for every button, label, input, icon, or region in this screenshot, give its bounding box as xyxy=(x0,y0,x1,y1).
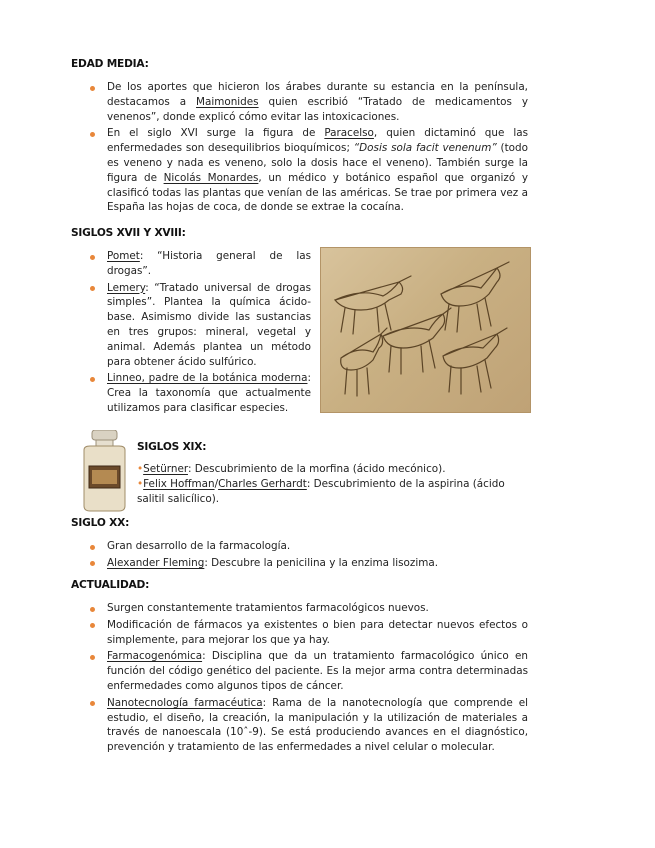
link-gerhardt[interactable]: Charles Gerhardt xyxy=(218,477,307,490)
list-item xyxy=(71,281,311,370)
list-edad-media xyxy=(71,80,528,217)
text: En el siglo XVI surge la figura de xyxy=(107,127,325,140)
list-item xyxy=(71,649,528,693)
text: : Crea la taxonomía que actualmente utilizamos para clasificar especies. xyxy=(107,372,311,414)
link-maimonides[interactable]: Maimonides xyxy=(196,95,259,108)
link-monardes[interactable]: Nicolás Monardes xyxy=(163,171,259,184)
text: De los aportes que hicieron los árabes durante su estancia en la península, destacamos a xyxy=(107,81,528,108)
list-item xyxy=(71,249,311,279)
text: : “Historia general de las drogas”. xyxy=(107,250,311,277)
text: : Descubrimiento de la morfina (ácido mecónico). xyxy=(187,463,446,475)
link-hoffman[interactable]: Felix Hoffman xyxy=(143,477,215,490)
heading-edad-media: EDAD MEDIA: xyxy=(71,58,149,70)
list-item: Surgen constantemente tratamientos farmacológicos nuevos. xyxy=(71,601,528,616)
list-item xyxy=(71,371,311,415)
text: : “Tratado universal de drogas simples”. Plantea la química ácido-base. Asimismo divide las sustancias en tres grupos: mineral, vegetal y animal. Además plantea un método para obtener ácido sulfúrico. xyxy=(107,281,311,368)
link-nanotecnologia[interactable]: Nanotecnología farmacéutica xyxy=(107,696,263,709)
quote-italic: “Dosis sola facit venenum” xyxy=(353,142,497,155)
list-item xyxy=(137,462,530,477)
pharmacy-jar-image xyxy=(78,430,131,512)
link-pomet[interactable]: Pomet xyxy=(107,250,140,262)
bullet-icon: • xyxy=(137,463,144,475)
heading-siglo-xx: SIGLO XX: xyxy=(71,517,130,529)
list-item: Gran desarrollo de la farmacología. xyxy=(71,539,528,554)
list-item xyxy=(137,477,530,507)
apothecary-jar-icon xyxy=(78,430,131,512)
list-actualidad xyxy=(71,601,528,757)
list-item xyxy=(71,696,528,755)
bullet-icon: • xyxy=(137,477,144,490)
heading-siglos-xvii-xviii: SIGLOS XVII Y XVIII: xyxy=(71,227,186,239)
text: , quien dictaminó que las enfermedades son desequilibrios bioquímicos; xyxy=(107,127,528,155)
list-siglos-xix xyxy=(137,462,530,506)
text: / xyxy=(214,477,219,490)
list-item xyxy=(71,126,528,215)
link-paracelso[interactable]: Paracelso xyxy=(324,127,374,140)
link-fleming[interactable]: Alexander Fleming xyxy=(107,556,205,569)
text: (todo es veneno y nada es veneno, solo la dosis hace el veneno). También surge la figura de xyxy=(107,142,528,184)
engraving-illustration xyxy=(321,248,530,412)
link-seturner[interactable]: Setürner xyxy=(143,463,188,475)
list-siglos-xvii xyxy=(71,249,311,418)
link-farmacogenomica[interactable]: Farmacogenómica xyxy=(107,650,203,663)
text: : Descubrimiento de la aspirina (ácido salitil salicílico). xyxy=(137,477,505,505)
list-item: Modificación de fármacos ya existentes o bien para detectar nuevos efectos o simplemente, para mejorar los que ya hay. xyxy=(71,618,528,648)
text: , un médico y botánico español que organizó y clasificó todas las plantas que venían de las américas. Se trae por primera vez a España las hojas de coca, de donde se extrae la cocaína. xyxy=(107,171,528,214)
text: : Disciplina que da un tratamiento farmacológico único en función del código genético del paciente. Es la mejor arma contra determinadas enfermedades como algunos tipos de cáncer. xyxy=(107,650,528,692)
list-siglo-xx xyxy=(71,539,528,573)
unicorn-engraving-image xyxy=(320,247,531,413)
link-linneo[interactable]: Linneo, padre de la botánica moderna xyxy=(107,372,308,385)
text: quien escribió “Tratado de medicamentos y venenos”, donde explicó cómo evitar las intoxicaciones. xyxy=(107,95,528,123)
list-item xyxy=(71,556,528,571)
heading-siglos-xix: SIGLOS XIX: xyxy=(137,441,207,453)
link-lemery[interactable]: Lemery xyxy=(107,281,146,294)
heading-actualidad: ACTUALIDAD: xyxy=(71,579,150,591)
list-item xyxy=(71,80,528,124)
text: : Rama de la nanotecnología que comprende el estudio, el diseño, la creación, la manipulación y la utilización de materiales a través de nanoescala (10ˆ-9). Se está produciendo avances en el diagnóstico, prevención y tratamiento de las enfermedades a nivel celular o molecular. xyxy=(107,696,528,754)
text: : Descubre la penicilina y la enzima lisozima. xyxy=(204,556,439,569)
